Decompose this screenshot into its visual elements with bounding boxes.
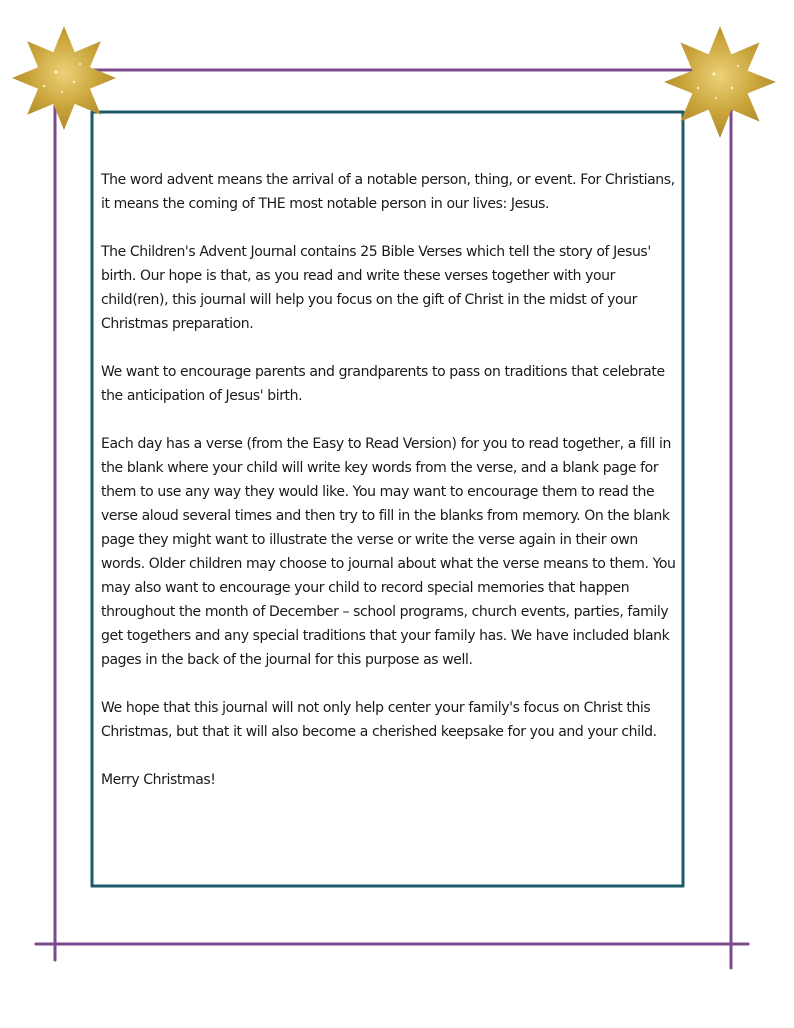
gold-star-icon bbox=[664, 26, 776, 138]
gold-star-icon bbox=[12, 26, 116, 130]
paragraph-journal-description: The Children's Advent Journal contains 25 Bible Verses which tell the story of Jesus' birth. Our hope is that, as you read and write these verses together with your child(ren), this journal will help you focus on the gift of Christ in the midst of your Christmas preparation. bbox=[101, 244, 651, 332]
paragraph-advent-meaning: The word advent means the arrival of a notable person, thing, or event. For Christians, it means the coming of THE most notable person in our lives: Jesus. bbox=[101, 172, 675, 212]
paragraph-encourage-traditions: We want to encourage parents and grandparents to pass on traditions that celebrate the anticipation of Jesus' birth. bbox=[101, 364, 665, 404]
letter-body bbox=[101, 168, 681, 816]
paragraph-closing-hope: We hope that this journal will not only help center your family's focus on Christ this Christmas, but that it will also become a cherished keepsake for you and your child. bbox=[101, 700, 657, 740]
paragraph-daily-instructions: Each day has a verse (from the Easy to Read Version) for you to read together, a fill in the blank where your child will write key words from the verse, and a blank page for them to use any way they would like. You may want to encourage them to read the verse aloud several times and then try to fill in the blanks from memory. On the blank page they might want to illustrate the verse or write the verse again in their own words. Older children may choose to journal about what the verse means to them. You may also want to encourage your child to record special memories that happen throughout the month of December – school programs, church events, parties, family get togethers and any special traditions that your family has. We have included blank pages in the back of the journal for this purpose as well. bbox=[101, 436, 676, 668]
paragraph-greeting: Merry Christmas! bbox=[101, 772, 216, 788]
